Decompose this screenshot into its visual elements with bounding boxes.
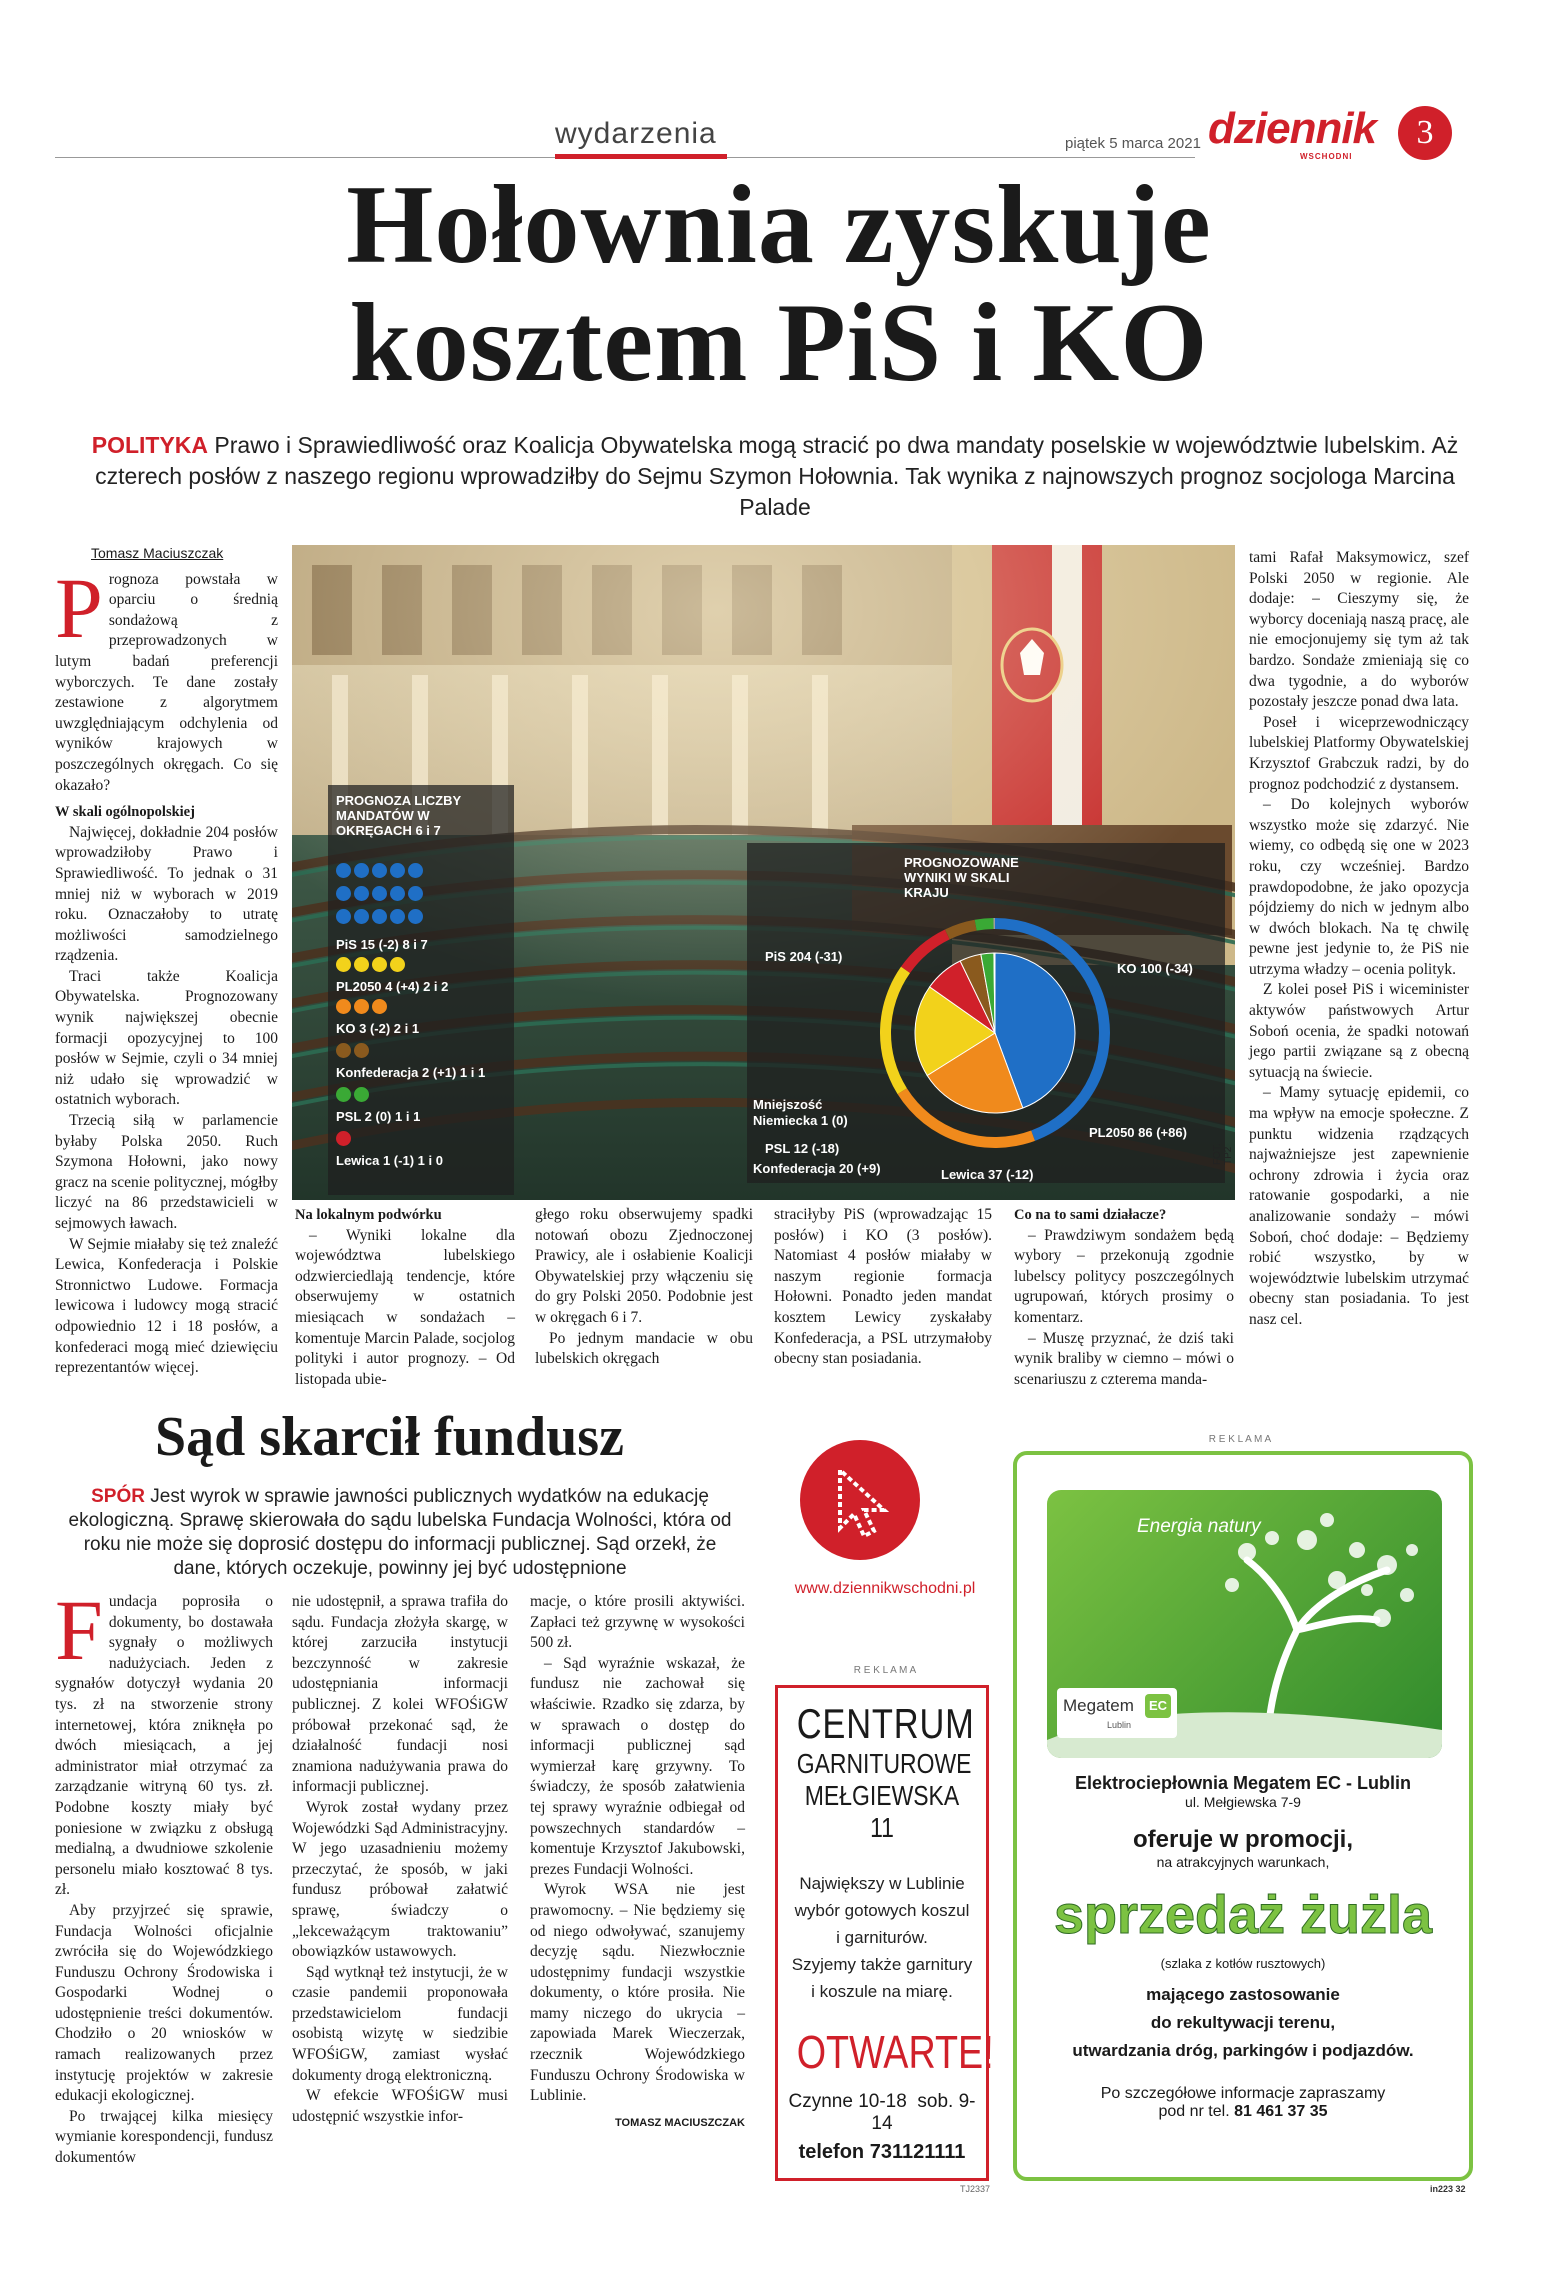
paragraph: – Muszę przyznać, że dziś taki wynik braliby w ciemno – mówi o scenariuszu z czterema manda- (1014, 1329, 1234, 1388)
paragraph: undacja poprosiła o dokumenty, bo dostawała sygnały o możliwych nadużyciach. Jeden z sygnałów dotyczył wydania 20 tys. zł na stworzenie strony internetowej, która zniknęła po dwóch miesiącach, a jej administrator miał otrzymać za zarządzanie witryną 60 tys. zł. Podobne koszty miały być poniesione w związku z obsługą medialną, a dwudniowe szkolenie personelu miało kosztować 8 tys. zł. (55, 1593, 273, 1899)
paragraph: – Prawdziwym sondażem będą wybory – przekonują zgodnie lubelscy politycy poszczególnych ugrupowań, których prosimy o komentarz. (1014, 1226, 1234, 1326)
ad-centrum-body-5: i koszule na miarę. (811, 1982, 953, 2001)
seat-dot-pis (408, 863, 423, 878)
ad-megatem-info-2-prefix: pod nr tel. (1158, 2103, 1230, 2120)
national-forecast-title: PROGNOZOWANE WYNIKI W SKALI KRAJU (904, 855, 1019, 900)
donut-slice-mniejszość-niemiecka (993, 918, 995, 929)
issue-date: piątek 5 marca 2021 (1065, 135, 1201, 152)
ad-megatem-product: sprzedaż żużla (1053, 1885, 1433, 1945)
paragraph: W Sejmie miałaby się też znaleźć Lewica, Konfederacja i Polskie Stronnictwo Ludowe. Formacja lewicowa i ludowcy mogą stracić odpowiednio 12 i 18 posłów, a konfederaci mogą mieć dziewięciu reprezentantów więcej. (55, 1235, 278, 1377)
paragraph: głego roku obserwujemy spadki notowań obozu Zjednoczonej Prawicy, ale i osłabienie Koalicji Obywatelskiej przy włączeniu się do gry Polski 2050. Podobnie jest w okręgach 6 i 7. (535, 1206, 753, 1326)
legend-row-pl2050: PL2050 4 (+4) 2 i 2 (336, 979, 449, 994)
ad-centrum-body (778, 1870, 986, 2005)
seat-dot-pl2050 (354, 957, 369, 972)
subheading: Na lokalnym podwórku (295, 1207, 442, 1223)
seat-dot-pis (390, 886, 405, 901)
ad-centrum-code: TJ2337 (960, 2184, 991, 2194)
seat-dot-pis (408, 886, 423, 901)
page-header (0, 0, 1558, 160)
seat-dot-pis (336, 886, 351, 901)
seat-dot-psl (354, 1087, 369, 1102)
seat-dot-pis (372, 909, 387, 924)
seat-dots-ko (336, 999, 430, 1022)
seat-dots-grid (336, 863, 506, 932)
ad-label-megatem: R E K L A M A (1208, 1434, 1272, 1445)
seat-dot-pis (354, 886, 369, 901)
article2-lead-kicker: SPÓR (91, 1486, 145, 1507)
label-pis: PiS 204 (-31) (765, 949, 843, 964)
seat-dots-pis (336, 863, 430, 932)
paragraph: Z kolei poseł PiS i wiceminister aktywów państwowych Artur Soboń ocenia, że spadki notowań jego partii związane są z obecną sytuacją na świecie. (1249, 981, 1469, 1081)
seat-dot-konfederacja (354, 1043, 369, 1058)
paragraph: Wyrok został wydany przez Wojewódzki Sąd Administracyjny. W jego uzasadnieniu możemy przeczytać, że sposób, w jaki fundusz próbował załatwić sprawę, świadczy o „lekceważącym traktowaniu” obowiązków ustawowych. (292, 1798, 508, 1961)
subheading: W skali ogólnopolskiej (55, 804, 195, 821)
section-underline (555, 154, 727, 159)
legend-row-lewica: Lewica 1 (-1) 1 i 0 (336, 1153, 443, 1168)
ad-megatem-text (1027, 1773, 1459, 2121)
seat-dot-pl2050 (336, 957, 351, 972)
seat-dot-psl (336, 1087, 351, 1102)
paragraph: macje, o które prosili aktywiści. Zapłaci też grzywnę w wysokości 500 zł. (530, 1593, 745, 1652)
article-column-5 (1014, 1205, 1234, 1390)
paragraph: Aby przyjrzeć się sprawie, Fundacja Wolności oficjalnie zwróciła się do Wojewódzkiego Funduszu Ochrony Środowiska i Gospodarki Wodnej o udostępnienie treści dokumentów. Chodziło o 20 wniosków w ramach realizowanych przez instytucję projektów w zakresie edukacji ekologicznej. (55, 1901, 273, 2105)
headline-line-2: kosztem PiS i KO (349, 281, 1209, 405)
legend-row-ko: KO 3 (-2) 2 i 1 (336, 1021, 420, 1036)
ad-megatem-brand-city: Lublin (1107, 1720, 1132, 1730)
page-number: 3 (1416, 114, 1434, 151)
intro-text: rognoza powstała w oparciu o średnią sondażową z przeprowadzonych w lutym badań preferencji wyborczych. Te dane zostały zestawione z algorytmem uwzględniającym odchylenia od wyników krajowych w poszczególnych okręgach. Co się okazało? (55, 570, 278, 794)
ad-centrum-body-2: wybór gotowych koszul (794, 1901, 970, 1920)
ad-centrum-body-1: Największy w Lublinie (799, 1874, 965, 1893)
author-byline: Tomasz Maciuszczak (91, 545, 224, 561)
page-number-badge (1398, 106, 1452, 160)
seat-dots-psl (336, 1087, 430, 1110)
lead-text: Prawo i Sprawiedliwość oraz Koalicja Obywatelska mogą stracić po dwa mandaty poselskie w województwie lubelskim. Aż czterech posłów z naszego regionu wprowadziłby do Sejmu Szymon Hołownia. Tak wynika z najnowszych prognoz socjologa Marcina Palade (95, 432, 1459, 520)
paragraph: – Wyniki lokalne dla województwa lubelskiego odzwierciedlają tendencje, które obserwujemy w ostatnich miesiącach w sondażach – komentuje Marcin Palade, socjolog polityki i autor prognozy. – Od listopada ubie- (295, 1226, 515, 1388)
seat-dots-pl2050 (336, 957, 430, 980)
ad-megatem-use-1: mającego zastosowanie (1146, 1985, 1340, 2004)
seat-dots-lewica (336, 1131, 430, 1154)
article2-column-3 (530, 1592, 745, 2133)
seat-dot-pis (354, 863, 369, 878)
newspaper-logo: dziennik (1208, 104, 1377, 153)
subheading: Co na to sami działacze? (1014, 1207, 1167, 1223)
regional-forecast-panel (328, 785, 514, 1195)
donut-slice-lewica (901, 929, 950, 973)
seat-dot-pis (408, 909, 423, 924)
ad-centrum-hours-sat-label: sob. (917, 2091, 954, 2112)
paragraph: Traci także Koalicja Obywatelska. Prognozowany wynik największej obecnie formacji opozycyjnej to 100 posłów w Sejmie, czyli o 34 mniej niż udało się wprowadzić w ostatnich wyborach. (55, 967, 278, 1109)
ad-centrum-phone: telefon 731121111 (798, 2141, 966, 2163)
paragraph: nie udostępnił, a sprawa trafiła do sądu. Fundacja złożyła skargę, w której zarzuciła instytucji bezczynność w zakresie udostępniania informacji publicznej. Z kolei WFOŚiGW próbował przekonać sąd, że działalność fundacji nosi znamiona nadużywania prawa do informacji publicznej. (292, 1593, 508, 1796)
label-lewica: Lewica 37 (-12) (941, 1167, 1034, 1182)
paragraph: Wyrok WSA nie jest prawomocny. – Nie będziemy się od niego odwoływać, szanujemy decyzję sądu. Niezwłocznie udostępnimy fundacji wszystkie dokumenty, o które prosiła. Nie mamy niczego do ukrycia – zapowiada Marek Wieczerzak, rzecznik Wojewódzkiego Funduszu Ochrony Środowiska w Lublinie. (530, 1881, 745, 2105)
ad-centrum-garniturowe[interactable] (775, 1685, 994, 2181)
ad-megatem-use-3: utwardzania dróg, parkingów i podjazdów. (1072, 2041, 1414, 2060)
ad-centrum-hours-sat: 9-14 (871, 2091, 976, 2134)
ad-megatem-use-2: do rekultywacji terenu, (1150, 2013, 1336, 2032)
donut-slice-psl (975, 918, 994, 931)
seat-dot-pis (390, 863, 405, 878)
ad-megatem[interactable] (1013, 1451, 1473, 2181)
seat-dot-pl2050 (372, 957, 387, 972)
ad-megatem-slogan: Energia natury (1137, 1516, 1261, 1537)
paragraph: Sąd wytknął też instytucji, że w czasie pandemii proponowała przedstawicielom fundacji osobistą wizytę w siedzibie WFOŚiGW, zamiast wysłać dokumenty drogą elektroniczną. (292, 1963, 508, 2084)
label-psl: PSL 12 (-18) (765, 1141, 840, 1156)
seat-dot-lewica (336, 1131, 351, 1146)
dropcap: P (55, 559, 103, 656)
cursor-icon (800, 1440, 920, 1560)
article2-signature: TOMASZ MACIUSZCZAK (615, 2116, 745, 2129)
ad-megatem-code: in223 32 (1430, 2184, 1466, 2194)
sejm-photo (292, 545, 1235, 1200)
article2-lead (60, 1485, 740, 1581)
paragraph: – Mamy sytuację epidemii, co ma wpływ na emocje społeczne. Z punktu widzenia rządzących najważniejsze jest zapewnienie ochrony zdrowia i życia oraz ratowanie gospodarki, a nie analizowanie sondaży – mówi Soboń, choć dodaje: – Będziemy robić wszystko, by w województwie lubelskim utrzymać obecny stan posiadania. To jest nasz cel. (1249, 1084, 1469, 1328)
article-lead (70, 430, 1480, 523)
paragraph: Trzecią siłą w parlamencie byłaby Polska 2050. Ruch Szymona Hołowni, jako nowy gracz na scenie politycznej, mógłby liczyć na 86 przedstawicieli w sejmowych ławach. (55, 1112, 278, 1232)
promo-url[interactable]: www.dziennikwschodni.pl (794, 1580, 976, 1597)
ad-megatem-offer: oferuje w promocji, (1132, 1826, 1354, 1853)
article-column-2 (295, 1205, 515, 1390)
paragraph: Poseł i wiceprzewodniczący lubelskiej Platformy Obywatelskiej Krzysztof Grabczuk radzi, by do prognoz podchodzić z dystansem. (1249, 713, 1469, 793)
ad-centrum-hours-label: Czynne (788, 2091, 853, 2112)
ad-megatem-logo (1057, 1688, 1177, 1738)
donut-slice-konfederacja (945, 920, 977, 940)
paragraph: Po jednym mandacie w obu lubelskich okręgach (535, 1329, 753, 1368)
regional-forecast-title: PROGNOZA LICZBY MANDATÓW W OKRĘGACH 6 i 7 (336, 793, 461, 838)
ad-megatem-offer-sub: na atrakcyjnych warunkach, (1156, 1854, 1330, 1870)
ad-centrum-hours-week: 10-18 (858, 2091, 907, 2112)
lead-kicker: POLITYKA (91, 432, 209, 458)
promo-block[interactable] (780, 1440, 990, 1610)
ad-centrum-body-4: Szyjemy także garnitury (791, 1955, 973, 1974)
paragraph: Najwięcej, dokładnie 204 posłów wprowadziłoby Prawo i Sprawiedliwość. To jednak o 31 mniej niż w wyborach w 2019 roku. Oznaczałoby to utratę możliwości samodzielnego rządzenia. (55, 823, 278, 965)
article2-column-2 (292, 1592, 508, 2127)
label-mniejszosc: Mniejszość Niemiecka 1 (0) (753, 1097, 848, 1128)
section-label: wydarzenia (555, 117, 717, 150)
ad-megatem-brand: Megatem (1063, 1696, 1134, 1715)
ad-centrum-hours (778, 2091, 986, 2135)
seat-dot-ko (336, 999, 351, 1014)
label-konfederacja: Konfederacja 20 (+9) (753, 1161, 881, 1176)
ad-centrum-line2: GARNITUROWE (796, 1748, 972, 1779)
article-column-3 (535, 1205, 753, 1370)
paragraph: straciłyby PiS (wprowadzając 15 posłów) i KO (3 posłów). Natomiast 4 posłów miałaby w naszym regionie formacja Hołowni. Ponadto jeden mandat kosztem Lewicy zyskałaby Konfederacja, a PSL utrzymałoby obecny stan posiadania. (774, 1206, 992, 1368)
ad-centrum-body-3: i garniturów. (836, 1928, 928, 1947)
article2-dropcap: F (55, 1582, 103, 1678)
ad-centrum-line1: CENTRUM (796, 1700, 975, 1747)
headline-line-1: Hołownia zyskuje (346, 163, 1212, 287)
label-ko: KO 100 (-34) (1117, 961, 1193, 976)
article2-column-1 (55, 1582, 273, 2169)
seat-dot-konfederacja (336, 1043, 351, 1058)
seat-dots-konfederacja (336, 1043, 430, 1066)
seat-dot-ko (372, 999, 387, 1014)
seat-dot-pis (336, 863, 351, 878)
ad-megatem-product-note: (szlaka z kotłów rusztowych) (1160, 1956, 1326, 1971)
ad-megatem-info-1: Po szczegółowe informacje zapraszamy (1100, 2085, 1386, 2102)
paragraph: W efekcie WFOŚiGW musi udostępnić wszystkie infor- (292, 2087, 508, 2125)
ad-megatem-company: Elektrociepłownia Megatem EC - Lublin (1074, 1773, 1412, 1793)
article2-headline: Sąd skarcił fundusz (155, 1406, 624, 1468)
ad-label-centrum: R E K L A M A (853, 1665, 917, 1676)
article2-lead-text: Jest wyrok w sprawie jawności publicznych wydatków na edukację ekologiczną. Sprawę skierowała do sądu lubelska Fundacja Wolności, która od roku nie może się doprosić dostępu do informacji publicznej. Sąd orzekł, że dane, których oczekuje, powinny jej być udostępnione (68, 1486, 732, 1579)
national-forecast-panel (747, 843, 1225, 1183)
seat-dot-pis (372, 863, 387, 878)
ad-megatem-info-2 (1027, 2103, 1459, 2121)
article-column-1 (55, 543, 278, 1379)
paragraph: tami Rafał Maksymowicz, szef Polski 2050 w regionie. Ale dodaje: – Cieszymy się, że wyborcy doceniają naszą pracę, ale nie emocjonujemy się tym aż tak bardzo. Sondaże zmieniają się co dwa tygodnie, a do wyborów pozostały jeszcze ponad dwa lata. (1249, 549, 1469, 711)
seat-dot-pis (390, 909, 405, 924)
article-headline (0, 163, 1558, 405)
paragraph: Po trwającej kilka miesięcy wymianie korespondencji, fundusz dokumentów (55, 2107, 273, 2167)
legend-row-psl: PSL 2 (0) 1 i 1 (336, 1109, 421, 1124)
article-column-4 (774, 1205, 992, 1370)
donut-slice-pl2050 (880, 967, 910, 1094)
ad-megatem-brand-ec: EC (1145, 1694, 1171, 1718)
cursor-badge (800, 1440, 920, 1560)
seat-dot-ko (354, 999, 369, 1014)
ad-megatem-image (1047, 1490, 1442, 1758)
seat-dot-pl2050 (390, 957, 405, 972)
ad-megatem-phone: 81 461 37 35 (1234, 2103, 1328, 2120)
legend-row-pis: PiS 15 (-2) 8 i 7 (336, 937, 428, 952)
seat-dot-pis (354, 909, 369, 924)
newspaper-logo-sub: WSCHODNI (1300, 152, 1353, 161)
paragraph: – Sąd wyraźnie wskazał, że fundusz nie zachował się właściwie. Rzadko się zdarza, by w sprawach o dostęp do informacji publicznej sąd wymierzał karę grzywny. To świadczy, że sposób załatwienia tej sprawy wyraźnie odbiegał od powszechnych standardów – komentuje Krzysztof Jakubowski, prezes Fundacji Wolności. (530, 1654, 745, 1878)
legend-row-konfederacja: Konfederacja 2 (+1) 1 i 1 (336, 1065, 486, 1080)
ad-centrum-line3: MEŁGIEWSKA 11 (804, 1780, 960, 1843)
photo-credit: FOT. TP2 (1212, 1143, 1234, 1165)
article-column-6 (1249, 548, 1469, 1331)
ad-megatem-address: ul. Mełgiewska 7-9 (1185, 1794, 1301, 1810)
seat-dot-pis (372, 886, 387, 901)
seat-dot-pis (336, 909, 351, 924)
ad-centrum-open: OTWARTE! (796, 2026, 994, 2078)
label-pl2050: PL2050 86 (+86) (1089, 1125, 1187, 1140)
paragraph: – Do kolejnych wyborów wszystko może się zdarzyć. Nie wiemy, co odbędą się one w 2023 roku, czy wcześniej. Bardzo prawdopodobne, że jako opozycja pójdziemy do nich w jednym albo w dwóch blokach. Na tę chwilę pewne jest jedynie to, że PiS nie utrzyma władzy – ocenia polityk. (1249, 796, 1469, 978)
